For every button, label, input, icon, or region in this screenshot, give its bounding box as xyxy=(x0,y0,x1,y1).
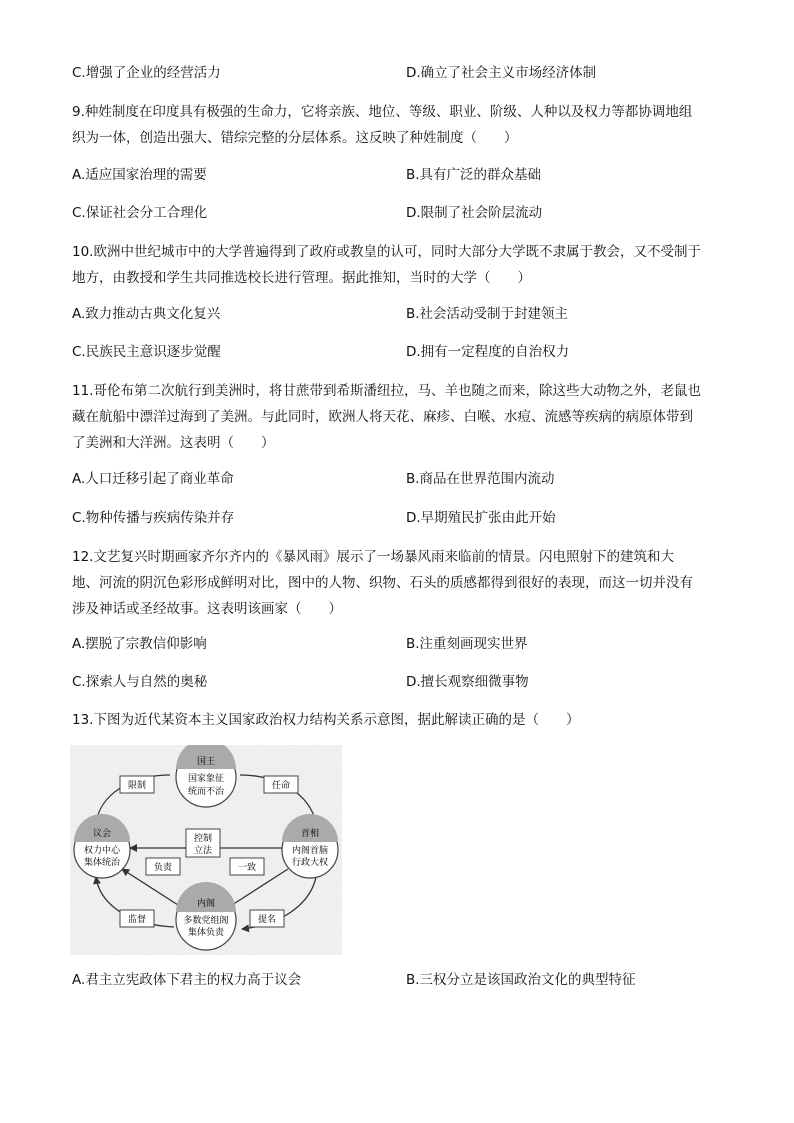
label-appoint xyxy=(264,776,298,793)
q10-option-a: A.致力推动古典文化复兴 xyxy=(72,306,221,322)
node-parliament xyxy=(74,814,130,878)
svg-text:负责: 负责 xyxy=(153,863,173,873)
q10-option-b: B.社会活动受制于封建领主 xyxy=(406,306,569,322)
svg-text:限制: 限制 xyxy=(127,781,147,791)
king-title: 国王 xyxy=(196,757,216,767)
label-restrict xyxy=(120,776,154,793)
q12-stem-line-1: 12.文艺复兴时期画家齐尔齐内的《暴风雨》展示了一场暴风雨来临前的情景。闪电照射下的建筑和大 xyxy=(72,549,674,565)
q10-stem-line-2: 地方，由教授和学生共同推选校长进行管理。据此推知，当时的大学（ ） xyxy=(72,270,531,286)
q8-option-c: C.增强了企业的经营活力 xyxy=(72,65,221,81)
svg-text:任命: 任命 xyxy=(271,781,291,791)
q12-stem-line-3: 涉及神话或圣经故事。这表明该画家（ ） xyxy=(72,601,342,617)
q9-option-d: D.限制了社会阶层流动 xyxy=(406,205,543,221)
q13-option-b: B.三权分立是该国政治文化的典型特征 xyxy=(406,972,636,988)
q9-stem xyxy=(72,99,722,151)
q10-stem-line-1: 10.欧洲中世纪城市中的大学普遍得到了政府或教皇的认可，同时大部分大学既不隶属于教会，又不受制于 xyxy=(72,244,701,260)
q9-stem-line-1: 9.种姓制度在印度具有极强的生命力，它将亲族、地位、等级、职业、阶级、人种以及权力等都协调地组 xyxy=(72,104,693,120)
q11-stem xyxy=(72,378,722,456)
political-structure-diagram xyxy=(70,745,342,955)
label-consistent xyxy=(230,858,264,875)
q9-option-b: B.具有广泛的群众基础 xyxy=(406,167,542,183)
q11-stem-line-1: 11.哥伦布第二次航行到美洲时，将甘蔗带到希斯潘纽拉，马、羊也随之而来，除这些大动物之外，老鼠也 xyxy=(72,383,701,399)
q10-stem xyxy=(72,239,722,291)
svg-text:提名: 提名 xyxy=(257,915,277,925)
q11-option-b: B.商品在世界范围内流动 xyxy=(406,471,555,487)
label-nominate xyxy=(250,910,284,927)
parliament-line-2: 集体统治 xyxy=(83,858,121,868)
cabinet-line-1: 多数党组阁 xyxy=(183,916,229,926)
svg-text:控制: 控制 xyxy=(193,834,213,844)
q11-option-a: A.人口迁移引起了商业革命 xyxy=(72,471,234,487)
q12-option-c: C.探索人与自然的奥秘 xyxy=(72,674,208,690)
parliament-title: 议会 xyxy=(92,829,112,839)
svg-text:立法: 立法 xyxy=(193,846,213,856)
q8-option-d: D.确立了社会主义市场经济体制 xyxy=(406,65,597,81)
pm-title: 首相 xyxy=(300,829,320,839)
cabinet-title: 内阁 xyxy=(196,899,216,909)
q12-option-b: B.注重刻画现实世界 xyxy=(406,636,528,652)
label-supervise xyxy=(120,910,154,927)
q11-stem-line-2: 藏在航船中漂洋过海到了美洲。与此同时，欧洲人将天花、麻疹、白喉、水痘、流感等疾病的病原体带到 xyxy=(72,409,693,425)
q10-option-d: D.拥有一定程度的自治权力 xyxy=(406,344,570,360)
pm-line-1: 内阁首脑 xyxy=(291,846,329,856)
q12-option-a: A.摆脱了宗教信仰影响 xyxy=(72,636,207,652)
label-responsible xyxy=(146,858,180,875)
q11-option-c: C.物种传播与疾病传染并存 xyxy=(72,510,235,526)
q11-option-d: D.早期殖民扩张由此开始 xyxy=(406,510,556,526)
q11-stem-line-3: 了美洲和大洋洲。这表明（ ） xyxy=(72,435,275,451)
svg-text:一致: 一致 xyxy=(237,863,257,873)
node-king xyxy=(176,745,236,807)
pm-line-2: 行政大权 xyxy=(291,858,329,868)
parliament-line-1: 权力中心 xyxy=(83,846,121,856)
q9-option-c: C.保证社会分工合理化 xyxy=(72,205,208,221)
cabinet-line-2: 集体负责 xyxy=(187,928,225,938)
q9-option-a: A.适应国家治理的需要 xyxy=(72,167,207,183)
king-line-2: 统而不治 xyxy=(187,787,225,797)
label-control-legislate xyxy=(186,829,220,857)
node-cabinet xyxy=(176,882,236,950)
svg-text:监督: 监督 xyxy=(127,915,147,925)
king-line-1: 国家象征 xyxy=(187,774,225,784)
q10-option-c: C.民族民主意识逐步觉醒 xyxy=(72,344,221,360)
q13-stem: 13.下图为近代某资本主义国家政治权力结构关系示意图，据此解读正确的是（ ） xyxy=(72,712,580,728)
q12-stem-line-2: 地、河流的阴沉色彩形成鲜明对比，图中的人物、织物、石头的质感都得到很好的表现，而这一切并没有 xyxy=(72,575,693,591)
q13-option-a: A.君主立宪政体下君主的权力高于议会 xyxy=(72,972,302,988)
q12-stem xyxy=(72,544,722,622)
node-prime-minister xyxy=(282,814,338,878)
q9-stem-line-2: 织为一体，创造出强大、错综完整的分层体系。这反映了种姓制度（ ） xyxy=(72,130,518,146)
q12-option-d: D.擅长观察细微事物 xyxy=(406,674,529,690)
